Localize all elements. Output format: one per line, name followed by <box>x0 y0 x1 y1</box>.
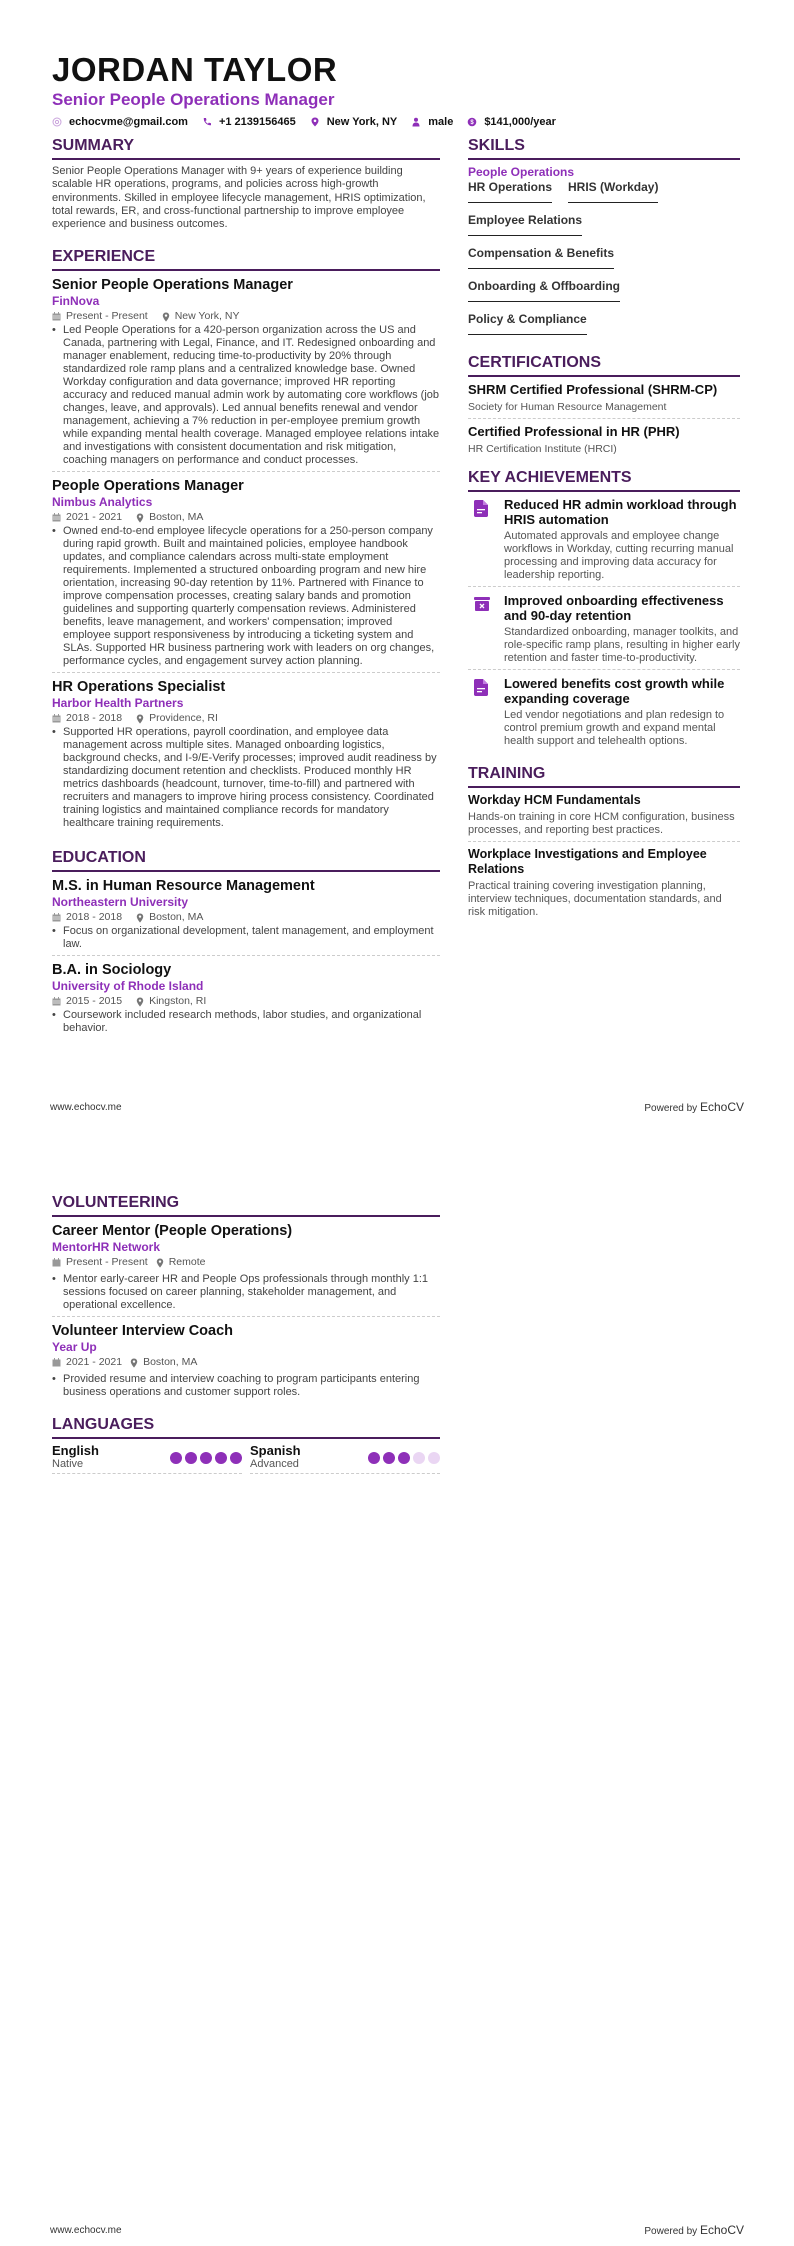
resume-header <box>52 52 752 128</box>
entry-dates: Present - Present <box>66 1256 148 1268</box>
entry-location: New York, NY <box>174 310 240 323</box>
achievement-entry <box>468 593 740 670</box>
entry-bullet: • Led People Operations for a 420-person organization across the US and Canada, partnering with Legal, Finance, and IT. Redesigned onboarding and manager enablement, reducing time-to-productivity by 20% through standardized role ramp plans and a centralized knowledge base. Owned Workday configuration and data governance; improved HR reporting accuracy and reduced manual admin work by automating core workflows (job changes, leave, and approvals). Led annual benefits renewal and vendor management, achieving a 7% reduction in per-employee premium growth while expanding mental health coverage. Managed employee relations intake and investigations with consistent documentation and risk mitigation, coaching managers on performance and conduct processes. <box>52 324 440 467</box>
section-heading: EDUCATION <box>52 848 440 872</box>
page-footer <box>50 1100 744 1114</box>
entry-meta <box>52 995 440 1008</box>
skill-tag: Onboarding & Offboarding <box>468 279 620 302</box>
language-entry <box>250 1444 440 1474</box>
skill-tag: Compensation & Benefits <box>468 246 614 269</box>
volunteering-entry <box>52 1322 440 1403</box>
section-heading: TRAINING <box>468 764 740 788</box>
rating-dot-empty <box>413 1452 425 1464</box>
language-rating-dots <box>167 1452 242 1464</box>
entry-location: Providence, RI <box>149 712 218 725</box>
entry-bullet: • Coursework included research methods, labor studies, and organizational behavior. <box>52 1009 440 1035</box>
contact-location <box>310 116 398 128</box>
location-pin-icon <box>130 1358 138 1368</box>
rating-dot-filled <box>368 1452 380 1464</box>
rating-dot-filled <box>215 1452 227 1464</box>
achievement-description: Led vendor negotiations and plan redesign to control premium growth and expand mental health support and telehealth options. <box>504 709 725 747</box>
rating-dot-filled <box>170 1452 182 1464</box>
summary-section <box>52 136 440 231</box>
entry-location: Boston, MA <box>149 511 204 524</box>
achievement-entry <box>468 497 740 587</box>
candidate-name: JORDAN TAYLOR <box>52 51 338 88</box>
location-pin-icon <box>136 913 144 923</box>
organization-name: Year Up <box>52 1340 97 1354</box>
rating-dot-filled <box>185 1452 197 1464</box>
entry-location: Remote <box>168 1256 206 1268</box>
entry-bullet: • Focus on organizational development, talent management, and employment law. <box>52 925 440 951</box>
calendar-icon <box>52 312 61 321</box>
training-entry <box>468 847 740 923</box>
rating-dot-filled <box>398 1452 410 1464</box>
contact-email[interactable] <box>52 116 188 128</box>
certification-title: SHRM Certified Professional (SHRM-CP) <box>468 382 718 397</box>
footer-brand-link[interactable]: EchoCV <box>699 2223 744 2237</box>
entry-location: Boston, MA <box>149 911 204 924</box>
experience-entry <box>52 678 440 834</box>
entry-location: Kingston, RI <box>149 995 207 1008</box>
entry-dates: 2018 - 2018 <box>66 712 123 725</box>
certification-issuer: HR Certification Institute (HRCI) <box>468 443 617 455</box>
languages-section <box>52 1415 440 1474</box>
school-name: Northeastern University <box>52 895 189 910</box>
company-name: Nimbus Analytics <box>52 495 153 510</box>
certification-entry <box>468 382 740 419</box>
certification-issuer: Society for Human Resource Management <box>468 401 667 413</box>
contact-phone-value: +1 2139156465 <box>218 116 296 128</box>
archive-box-icon <box>474 596 490 612</box>
phone-icon <box>202 117 212 127</box>
entry-bullet: • Owned end-to-end employee lifecycle operations for a 250-person company during rapid growth. Built and maintained policies, employee handbook updates, and compliance calendars across multi-state employment requirements. Implemented a structured onboarding program and new hire orientation, increasing 90-day retention by 11%. Partnered with Finance to improve compensation processes, creating salary bands and promotion guidelines and supporting quarterly compensation reviews. Administered benefits, leave management, and workers' compensation; improved employee support responsiveness by introducing a ticketing system and SLAs. Supported HR business partnering work with leaders on org changes, performance cycles, and engagement survey action planning. <box>52 525 440 668</box>
location-pin-icon <box>156 1258 164 1268</box>
contact-email-value: echocvme@gmail.com <box>69 116 188 128</box>
job-title: Senior People Operations Manager <box>52 277 293 294</box>
entry-dates: 2015 - 2015 <box>66 995 123 1008</box>
location-pin-icon <box>310 117 320 127</box>
certifications-section <box>468 353 740 460</box>
achievement-description: Automated approvals and employee change workflows in Workday, cutting recurring manual processing and improving data accuracy for leadership reporting. <box>504 530 734 581</box>
entry-bullet: • Supported HR operations, payroll coordination, and employee data management across multiple sites. Managed onboarding logistics, background checks, and I-9/E-Verify processes; improved audit readiness by standardizing document retention and checklists. Produced monthly HR metrics dashboards (headcount, turnover, time-to-fill) and partnered with recruiters and managers to improve hiring process consistency. Coordinated training logistics and maintained compliance records for mandatory healthcare training requirements. <box>52 726 440 830</box>
training-section <box>468 764 740 923</box>
experience-entry <box>52 276 440 472</box>
rating-dot-filled <box>383 1452 395 1464</box>
footer-powered-by: Powered by EchoCV <box>644 2223 744 2237</box>
entry-bullet: • Provided resume and interview coaching to program participants entering business operations and customer support roles. <box>52 1373 440 1399</box>
candidate-title: Senior People Operations Manager <box>52 90 335 109</box>
achievement-description: Standardized onboarding, manager toolkits, and role-specific ramp plans, resulting in higher early retention and faster time-to-productivity. <box>504 626 740 664</box>
achievement-entry <box>468 676 740 752</box>
entry-dates: Present - Present <box>66 310 148 323</box>
degree-title: B.A. in Sociology <box>52 962 172 979</box>
skills-list <box>468 180 740 345</box>
achievement-title: Reduced HR admin workload through HRIS automation <box>504 497 737 527</box>
training-description: Hands-on training in core HCM configuration, business processes, and reporting best practices. <box>468 811 735 836</box>
calendar-icon <box>52 913 61 922</box>
achievement-title: Improved onboarding effectiveness and 90-day retention <box>504 593 724 623</box>
contact-gender-value: male <box>428 116 454 128</box>
achievement-title: Lowered benefits cost growth while expanding coverage <box>504 676 725 706</box>
contact-location-value: New York, NY <box>326 116 398 128</box>
training-entry <box>468 793 740 842</box>
location-pin-icon <box>136 513 144 523</box>
skills-category: People Operations <box>468 165 575 179</box>
section-heading: SKILLS <box>468 136 740 160</box>
skill-tag: HR Operations <box>468 180 552 203</box>
language-name: English <box>52 1443 99 1458</box>
skill-tag: Employee Relations <box>468 213 582 236</box>
svg-text:$: $ <box>470 120 474 127</box>
degree-title: M.S. in Human Resource Management <box>52 878 315 895</box>
rating-dot-empty <box>428 1452 440 1464</box>
at-icon <box>52 117 62 127</box>
role-title: Volunteer Interview Coach <box>52 1323 234 1339</box>
calendar-icon <box>52 714 61 723</box>
entry-dates: 2021 - 2021 <box>66 1356 123 1368</box>
certification-title: Certified Professional in HR (PHR) <box>468 424 680 439</box>
calendar-icon <box>52 1358 61 1367</box>
page-footer <box>50 2223 744 2237</box>
job-title: HR Operations Specialist <box>52 679 226 696</box>
language-name: Spanish <box>250 1443 301 1458</box>
footer-powered-by: Powered by EchoCV <box>644 1100 744 1114</box>
entry-meta <box>52 511 440 524</box>
entry-meta <box>52 911 440 924</box>
entry-meta <box>52 712 440 725</box>
school-name: University of Rhode Island <box>52 979 204 994</box>
contact-salary <box>467 116 556 128</box>
role-title: Career Mentor (People Operations) <box>52 1223 293 1239</box>
section-heading: VOLUNTEERING <box>52 1193 440 1217</box>
language-entry <box>52 1444 242 1474</box>
calendar-icon <box>52 513 61 522</box>
languages-list <box>52 1444 440 1474</box>
entry-meta <box>52 310 440 323</box>
certification-entry <box>468 424 740 460</box>
experience-entry <box>52 477 440 673</box>
company-name: FinNova <box>52 294 100 309</box>
calendar-icon <box>52 997 61 1006</box>
entry-meta <box>52 1256 440 1269</box>
organization-name: MentorHR Network <box>52 1240 161 1254</box>
section-heading: CERTIFICATIONS <box>468 353 740 377</box>
skill-tag: Policy & Compliance <box>468 312 587 335</box>
language-level: Advanced <box>250 1458 299 1470</box>
section-heading: SUMMARY <box>52 136 440 160</box>
contact-gender <box>411 116 453 128</box>
education-entry <box>52 961 440 1039</box>
training-description: Practical training covering investigation planning, interview techniques, documentation standards, and risk mitigation. <box>468 880 722 918</box>
entry-meta <box>52 1356 440 1369</box>
section-heading: KEY ACHIEVEMENTS <box>468 468 740 492</box>
experience-section <box>52 247 440 834</box>
language-level: Native <box>52 1458 84 1470</box>
achievements-section <box>468 468 740 752</box>
left-column <box>52 1193 440 1474</box>
skills-section <box>468 136 740 345</box>
entry-bullet: • Mentor early-career HR and People Ops professionals through monthly 1:1 sessions focused on career planning, stakeholder management, and operational excellence. <box>52 1273 440 1312</box>
entry-dates: 2021 - 2021 <box>66 511 123 524</box>
rating-dot-filled <box>200 1452 212 1464</box>
section-heading: LANGUAGES <box>52 1415 440 1439</box>
education-entry <box>52 877 440 956</box>
skill-tag: HRIS (Workday) <box>568 180 658 203</box>
money-icon <box>467 117 477 127</box>
resume-page-2 <box>0 1123 794 2246</box>
volunteering-section <box>52 1193 440 1403</box>
footer-website-link[interactable]: www.echocv.me <box>50 2224 122 2236</box>
training-title: Workday HCM Fundamentals <box>468 793 641 807</box>
section-heading: EXPERIENCE <box>52 247 440 271</box>
job-title: People Operations Manager <box>52 478 244 495</box>
document-icon <box>474 500 488 517</box>
education-section <box>52 848 440 1039</box>
person-icon <box>411 117 421 127</box>
rating-dot-filled <box>230 1452 242 1464</box>
summary-text: Senior People Operations Manager with 9+ years of experience building scalable HR operations, programs, and policies across high-growth environments. Skilled in employee lifecycle management, HRIS optimization, total rewards, ER, and cross-functional partnership to improve employee experience and business outcomes. <box>52 165 426 231</box>
entry-location: Boston, MA <box>143 1356 198 1368</box>
volunteering-entry <box>52 1222 440 1317</box>
location-pin-icon <box>136 714 144 724</box>
location-pin-icon <box>162 312 170 322</box>
footer-brand-link[interactable]: EchoCV <box>699 1100 744 1114</box>
contact-bar <box>52 116 752 128</box>
right-column <box>468 136 740 928</box>
left-column <box>52 136 440 1044</box>
contact-phone[interactable] <box>202 116 296 128</box>
language-rating-dots <box>365 1452 440 1464</box>
calendar-icon <box>52 1258 61 1267</box>
entry-dates: 2018 - 2018 <box>66 911 123 924</box>
location-pin-icon <box>136 997 144 1007</box>
training-title: Workplace Investigations and Employee Relations <box>468 847 707 876</box>
contact-salary-value: $141,000/year <box>484 116 556 128</box>
document-icon <box>474 679 488 696</box>
footer-website-link[interactable]: www.echocv.me <box>50 1101 122 1113</box>
company-name: Harbor Health Partners <box>52 696 184 711</box>
